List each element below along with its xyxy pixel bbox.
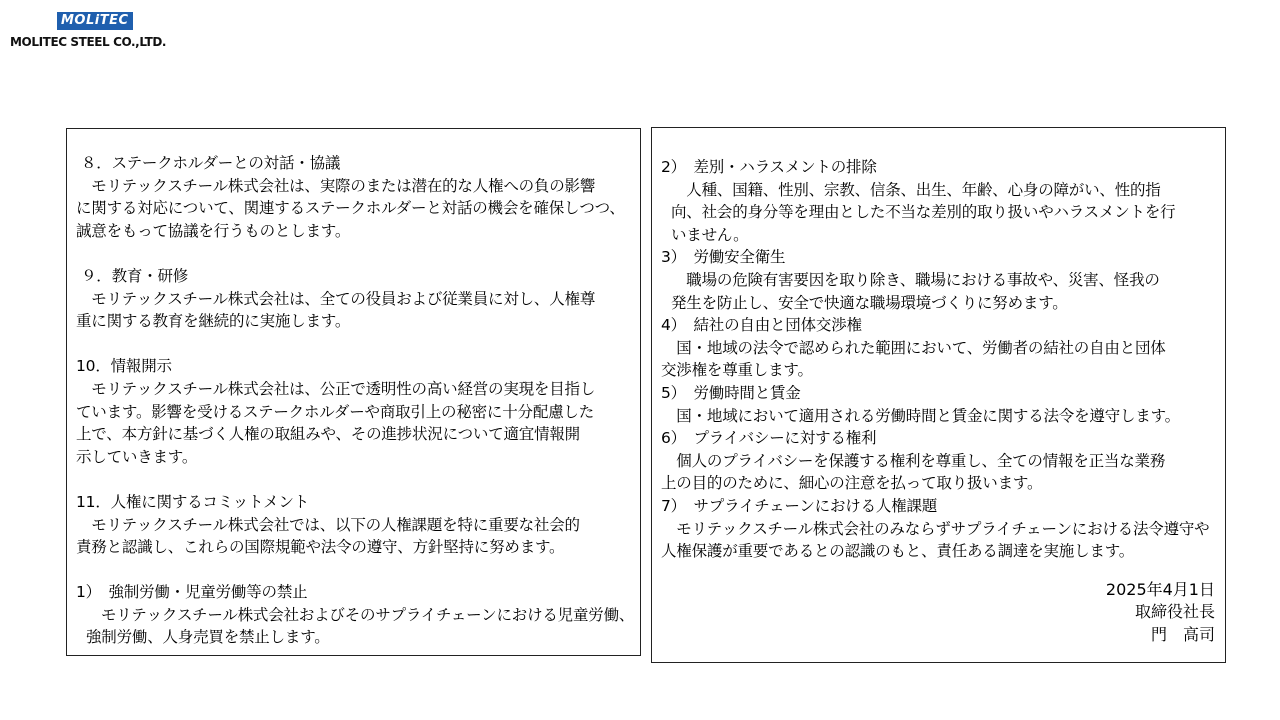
policy-box-left <box>66 128 641 656</box>
section-8-line-1: モリテックスチール株式会社は、実際のまたは潜在的な人権への負の影響 <box>76 176 596 195</box>
item-7-line-1: モリテックスチール株式会社のみならずサプライチェーンにおける法令遵守や <box>661 519 1210 538</box>
item-4-line-1: 国・地域の法令で認められた範囲において、労働者の結社の自由と団体 <box>661 338 1166 357</box>
item-6-line-1: 個人のプライバシーを保護する権利を尊重し、全ての情報を正当な業務 <box>661 451 1166 470</box>
logo-badge: MOLiTEC <box>57 12 133 30</box>
item-2-line-2: 向、社会的身分等を理由とした不当な差別的取り扱いやハラスメントを行 <box>671 203 1176 222</box>
section-9-title: ９．教育・研修 <box>81 266 189 285</box>
section-11-line-1: モリテックスチール株式会社では、以下の人権課題を特に重要な社会的 <box>76 515 580 534</box>
item-2-line-3: いません。 <box>671 225 749 244</box>
section-10-line-1: モリテックスチール株式会社は、公正で透明性の高い経営の実現を目指し <box>76 379 596 398</box>
section-11-line-2: 責務と認識し、これらの国際規範や法令の遵守、方針堅持に努めます。 <box>76 538 565 557</box>
section-10-line-4: 示していきます。 <box>76 447 198 466</box>
section-9-line-2: 重に関する教育を継続的に実施します。 <box>76 312 351 331</box>
logo-company-name: MOLITEC STEEL CO.,LTD. <box>10 35 167 49</box>
item-3-line-2: 発生を防止し、安全で快適な職場環境づくりに努めます。 <box>671 293 1068 312</box>
item-2-title: 2） 差別・ハラスメントの排除 <box>661 158 877 176</box>
item-3-line-1: 職場の危険有害要因を取り除き、職場における事故や、災害、怪我の <box>671 270 1160 289</box>
item-5-line-1: 国・地域において適用される労働時間と賃金に関する法令を遵守します。 <box>661 406 1180 425</box>
item-1-line-2: 強制労働、人身売買を禁止します。 <box>86 628 330 647</box>
section-10-line-3: 上で、本方針に基づく人権の取組みや、その進捗状況について適宜情報開 <box>76 425 580 444</box>
signature-block <box>661 579 1216 647</box>
section-8-line-3: 誠意をもって協議を行うものとします。 <box>76 221 351 240</box>
item-6-line-2: 上の目的のために、細心の注意を払って取り扱います。 <box>661 474 1043 493</box>
item-2-line-1: 人種、国籍、性別、宗教、信条、出生、年齢、心身の障がい、性的指 <box>671 180 1161 199</box>
signature-role: 取締役社長 <box>1134 602 1215 622</box>
policy-box-right <box>651 127 1226 663</box>
item-4-title: 4） 結社の自由と団体交渉権 <box>661 316 862 335</box>
item-7-line-2: 人権保護が重要であるとの認識のもと、責任ある調達を実施します。 <box>661 542 1135 561</box>
section-11-title: 11．人権に関するコミットメント <box>76 492 310 511</box>
section-8-title: ８．ステークホルダーとの対話・協議 <box>81 154 341 172</box>
item-7-title: 7） サプライチェーンにおける人権課題 <box>661 496 938 515</box>
signature-name: 門 高司 <box>1150 624 1215 644</box>
item-1-title: 1） 強制労働・児童労働等の禁止 <box>76 583 308 602</box>
section-9-line-1: モリテックスチール株式会社は、全ての役員および従業員に対し、人権尊 <box>76 289 596 308</box>
item-1-line-1: モリテックスチール株式会社およびそのサプライチェーンにおける児童労働、 <box>101 605 635 624</box>
section-10-line-2: ています。影響を受けるステークホルダーや商取引上の秘密に十分配慮した <box>76 402 595 421</box>
company-logo <box>10 12 190 52</box>
item-5-title: 5） 労働時間と賃金 <box>661 383 801 402</box>
signature-date: 2025年4月1日 <box>1105 579 1215 599</box>
item-6-title: 6） プライバシーに対する権利 <box>661 429 877 448</box>
item-4-line-2: 交渉権を尊重します。 <box>661 361 813 380</box>
section-10-title: 10．情報開示 <box>76 357 172 376</box>
item-3-title: 3） 労働安全衛生 <box>661 248 786 267</box>
section-8-line-2: に関する対応について、関連するステークホルダーと対話の機会を確保しつつ、 <box>76 199 625 218</box>
